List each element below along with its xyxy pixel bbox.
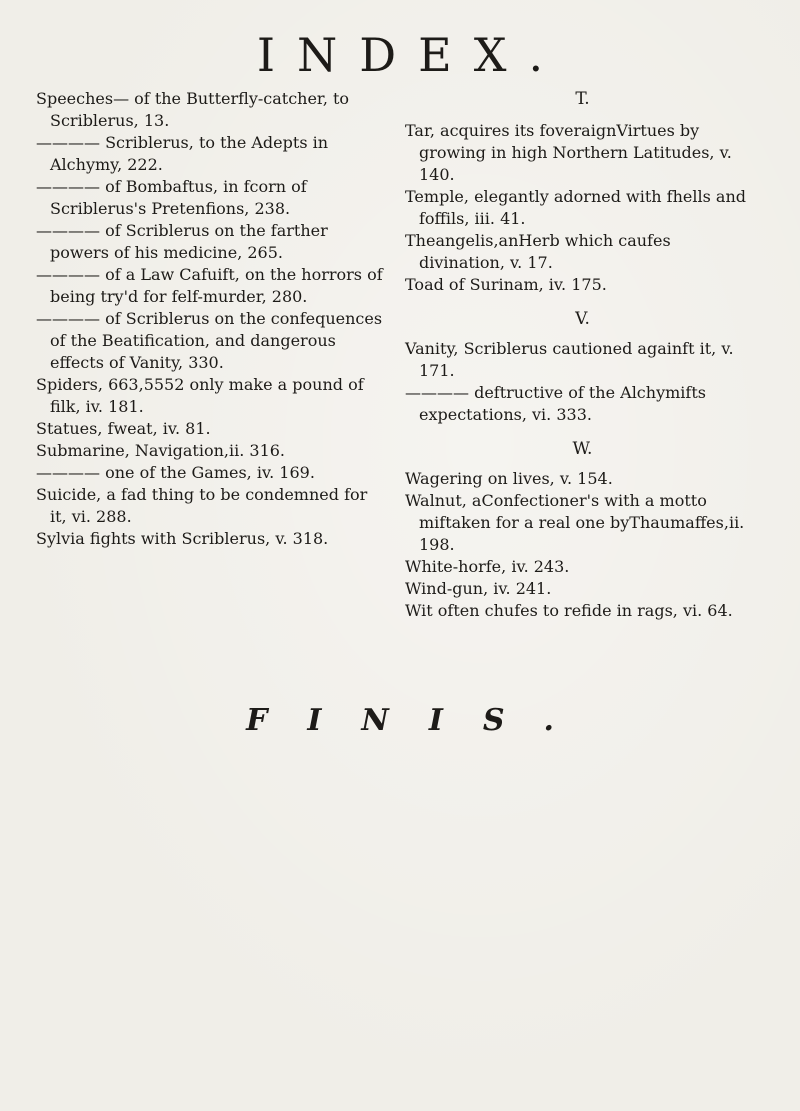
- index-entry: Vanity, Scriblerus cautioned againft it, v. 171.: [405, 339, 734, 380]
- index-entry: Spiders, 663,5552 only make a pound of filk, iv. 181.: [36, 375, 364, 416]
- section-letter-t: T.: [575, 89, 590, 109]
- index-entry: Wind-gun, iv. 241.: [405, 579, 552, 598]
- index-entry: Wagering on lives, v. 154.: [405, 469, 613, 488]
- index-entry: Walnut, aConfectioner's with a motto miftaken for a real one byThaumaffes,ii. 198.: [405, 491, 745, 554]
- finis-text: FINIS.: [246, 703, 594, 738]
- index-entry: Submarine, Navigation,ii. 316.: [36, 441, 286, 460]
- index-entry: ———— of Scriblerus on the farther powers of his medicine, 265.: [36, 221, 328, 262]
- index-entry: White-horfe, iv. 243.: [405, 557, 570, 576]
- index-entry: ———— of Scriblerus on the confequences of the Beatification, and dangerous effects of Vanity, 330.: [36, 309, 383, 372]
- index-entry: ———— one of the Games, iv. 169.: [36, 463, 315, 482]
- index-entry: Statues, fweat, iv. 81.: [36, 419, 211, 438]
- index-entry: ———— deftructive of the Alchymifts expectations, vi. 333.: [405, 383, 706, 424]
- index-entry: Tar, acquires its foveraignVirtues by growing in high Northern Latitudes, v. 140.: [405, 121, 732, 184]
- index-entry: Suicide, a fad thing to be condemned for it, vi. 288.: [36, 485, 368, 526]
- section-letter-v: V.: [575, 309, 590, 329]
- index-entry: Wit often chufes to refide in rags, vi. 64.: [405, 601, 733, 620]
- page-title: INDEX.: [256, 28, 566, 82]
- index-entry: Toad of Surinam, iv. 175.: [405, 275, 607, 294]
- index-entry: ———— of Bombaftus, in fcorn of Scriblerus's Pretenfions, 238.: [36, 177, 307, 218]
- left-column: [36, 88, 388, 550]
- index-entry: Temple, elegantly adorned with fhells and foffils, iii. 41.: [405, 187, 746, 228]
- section-letter-w: W.: [572, 439, 593, 459]
- index-entry: Theangelis,anHerb which caufes divination, v. 17.: [405, 231, 671, 272]
- index-entry: ———— of a Law Cafuift, on the horrors of being try'd for felf-murder, 280.: [36, 265, 383, 306]
- right-column: [405, 88, 760, 622]
- index-entry: Speeches— of the Butterfly-catcher, to Scriblerus, 13.: [36, 89, 350, 130]
- index-entry: Sylvia fights with Scriblerus, v. 318.: [36, 529, 329, 548]
- index-entry: ———— Scriblerus, to the Adepts in Alchymy, 222.: [36, 133, 329, 174]
